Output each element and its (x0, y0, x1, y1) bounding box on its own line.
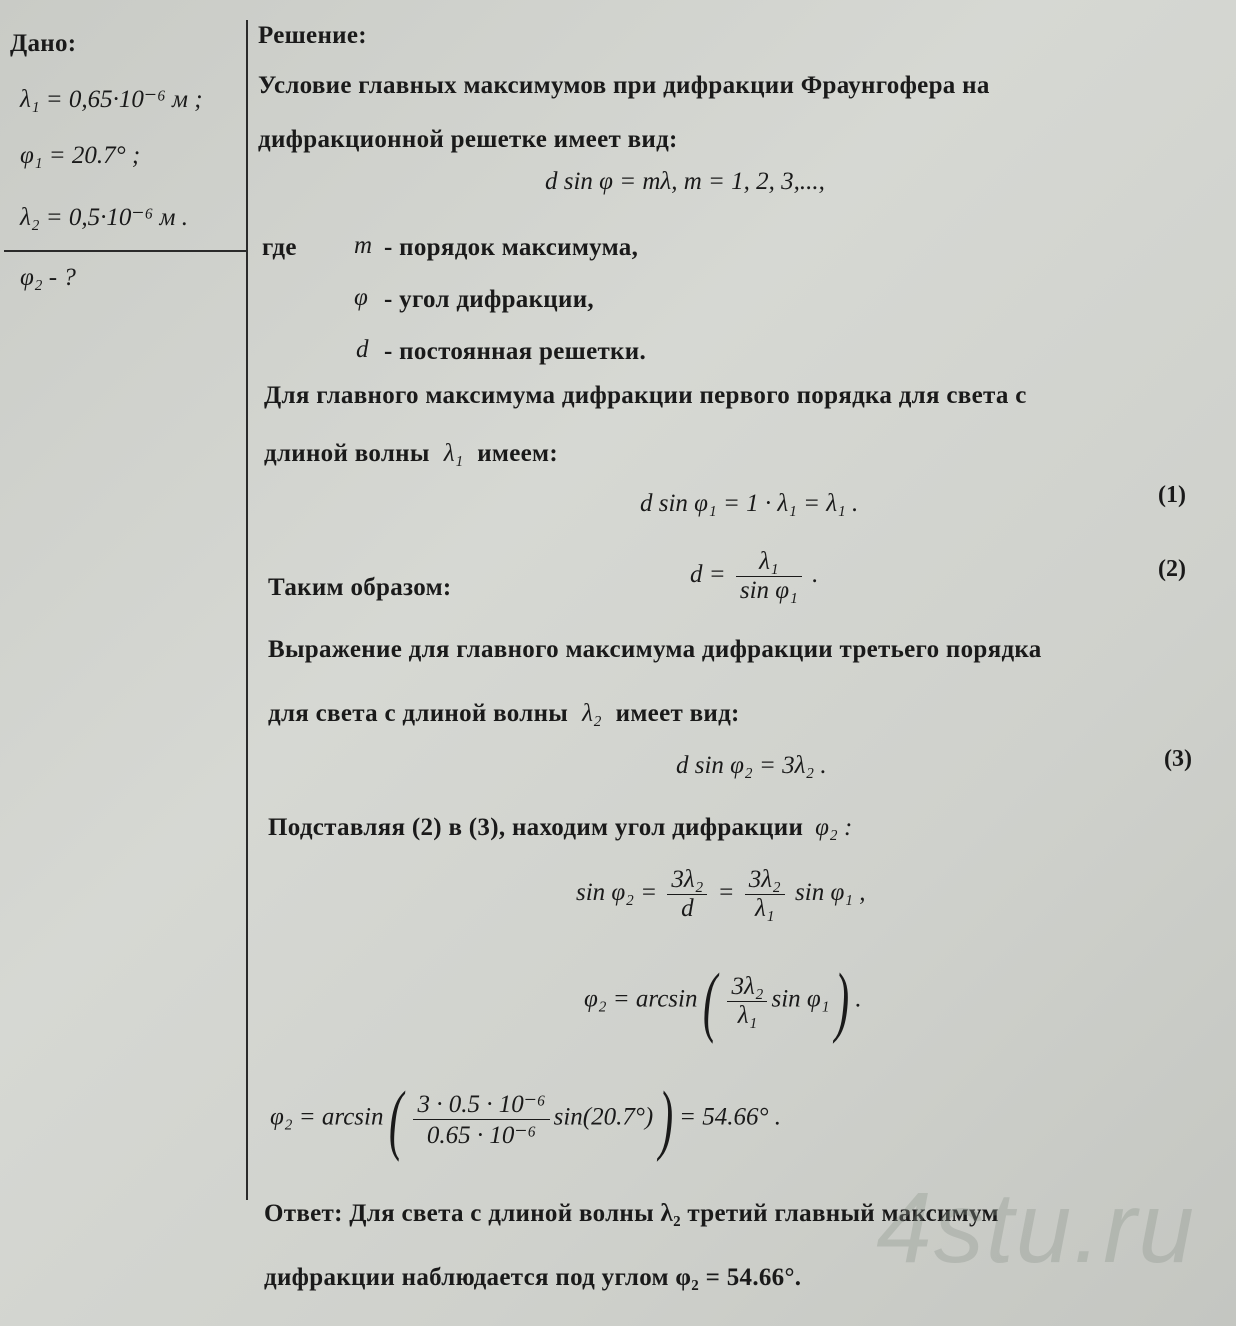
eq5-fraction (727, 973, 767, 1030)
eq5-numerator: 3λ₂ (727, 973, 767, 1002)
eq6-tail: sin(20.7°) (553, 1103, 654, 1131)
given-header: Дано: (10, 30, 77, 57)
eq4-f1-denominator: d (681, 895, 694, 922)
eq6-left-paren: ( (389, 1075, 404, 1162)
first-order-line-2 (264, 440, 558, 468)
first-order-line-1: Для главного максимума дифракции первого порядка для света с (264, 382, 1027, 409)
eq5-denominator: λ₁ (737, 1001, 758, 1029)
solution-header: Решение: (258, 22, 367, 49)
intro-line-2: дифракционной решетке имеет вид: (258, 126, 678, 153)
third-order-line-1: Выражение для главного максимума дифракции третьего порядка (268, 636, 1042, 663)
third-order-line-2a: для света с длиной волны (268, 700, 569, 727)
answer-line-2: дифракции наблюдается под углом φ₂ = 54.66°. (264, 1264, 802, 1291)
eq2-denominator: sin φ₁ (739, 577, 798, 604)
answer-line-1: Ответ: Для света с длиной волны λ₂ третий главный максимум (264, 1200, 999, 1227)
eq4-lhs: sin φ₂ = (576, 879, 658, 907)
substitution-symbol: φ₂ : (815, 814, 853, 841)
eq6-numerator: 3 · 0.5 · 10⁻⁶ (413, 1089, 549, 1120)
eq4-fraction-1 (667, 866, 707, 923)
eq2-end: . (812, 561, 819, 589)
third-order-line-2 (268, 700, 740, 728)
eq4-f2-denominator: λ₁ (754, 895, 775, 922)
equation-2 (690, 548, 818, 605)
def-d-symbol: d (356, 336, 369, 363)
thus-label: Таким образом: (268, 574, 452, 601)
eq6-right-paren: ) (659, 1075, 674, 1162)
eq5-lhs: φ₂ = arcsin (584, 985, 698, 1013)
column-divider (246, 20, 248, 1200)
given-phi1: φ₁ = 20.7° ; (20, 142, 141, 169)
first-order-symbol: λ₁ (443, 440, 464, 467)
where-label: где (262, 234, 297, 261)
substitution-text: Подставляя (2) в (3), находим угол дифракции (268, 814, 804, 841)
equation-3: d sin φ₂ = 3λ₂ . (676, 752, 827, 779)
eq6-fraction (413, 1089, 549, 1150)
def-phi-symbol: φ (354, 284, 368, 311)
intro-line-1: Условие главных максимумов при дифракции Фраунгофера на (258, 72, 990, 99)
equation-1-number: (1) (1158, 482, 1186, 508)
given-lambda1: λ₁ = 0,65·10⁻⁶ м ; (20, 86, 203, 113)
eq6-denominator: 0.65 · 10⁻⁶ (426, 1121, 537, 1149)
watermark-logo: 4stu.ru (876, 1172, 1196, 1284)
eq4-end: sin φ₁ , (795, 879, 866, 907)
equation-6 (270, 1075, 782, 1162)
eq2-lhs: d = (690, 561, 726, 589)
eq4-f2-numerator: 3λ₂ (745, 866, 785, 895)
eq4-mid: = (717, 879, 735, 907)
first-order-line-2b: имеем: (477, 440, 558, 467)
eq6-lhs: φ₂ = arcsin (270, 1103, 384, 1131)
equation-3-number: (3) (1164, 746, 1192, 772)
eq4-fraction-2 (745, 866, 785, 923)
eq5-end: . (855, 985, 862, 1013)
eq5-left-paren: ( (703, 957, 718, 1044)
first-order-line-2a: длиной волны (264, 440, 430, 467)
def-m-text: - порядок максимума, (384, 234, 639, 261)
def-phi-text: - угол дифракции, (384, 286, 594, 313)
equation-1: d sin φ₁ = 1 · λ₁ = λ₁ . (640, 490, 859, 517)
eq4-f1-numerator: 3λ₂ (667, 866, 707, 895)
eq5-tail: sin φ₁ (771, 985, 830, 1013)
third-order-symbol: λ₂ (582, 700, 602, 727)
eq5-right-paren: ) (835, 957, 850, 1044)
eq2-fraction (736, 548, 802, 605)
main-formula: d sin φ = mλ, m = 1, 2, 3,..., (545, 168, 825, 195)
given-find: φ₂ - ? (20, 264, 76, 291)
equation-5 (584, 957, 862, 1044)
eq2-numerator: λ₁ (736, 548, 802, 577)
given-separator (4, 250, 246, 252)
def-d-text: - постоянная решетки. (384, 338, 647, 365)
equation-4 (576, 866, 865, 923)
equation-2-number: (2) (1158, 556, 1186, 582)
given-lambda2: λ₂ = 0,5·10⁻⁶ м . (20, 204, 188, 231)
third-order-line-2b: имеет вид: (615, 700, 740, 727)
substitution-line (268, 814, 852, 842)
eq6-end: = 54.66° . (679, 1103, 782, 1131)
def-m-symbol: m (354, 232, 373, 259)
